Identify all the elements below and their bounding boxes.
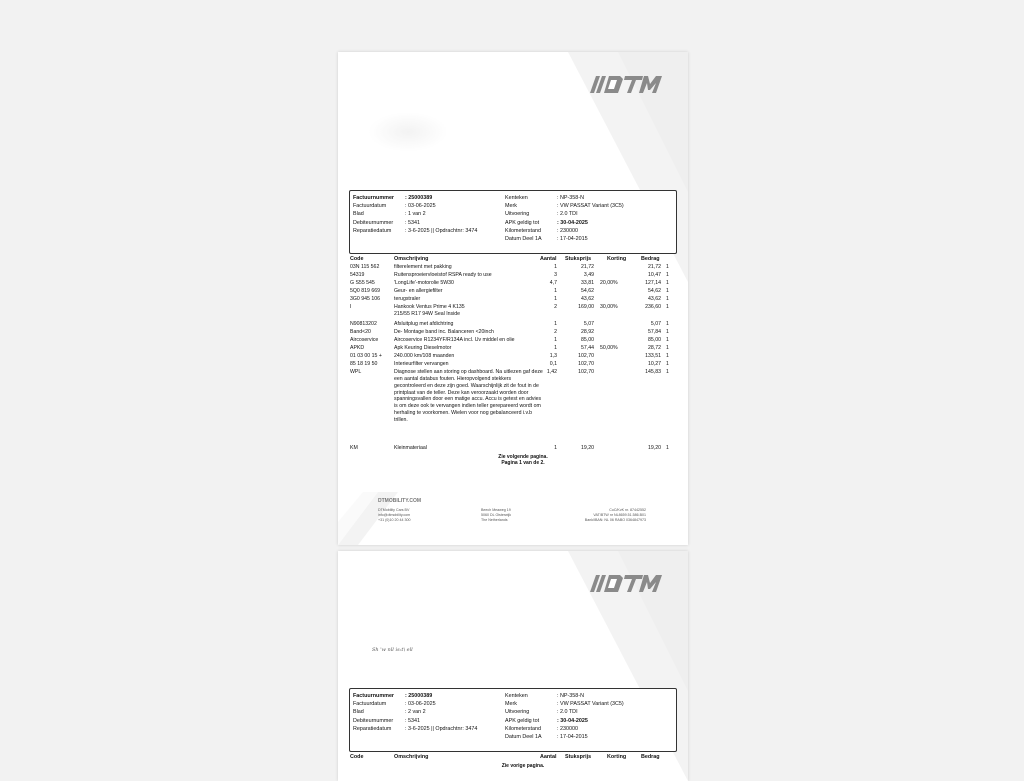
row-amount: 43,62 — [648, 296, 661, 303]
col-amount: Bedrag — [641, 256, 660, 262]
row-vat-code: 1 — [666, 280, 669, 287]
header-right-block: Kenteken : NP-358-N Merk : VW PASSAT Variant (3C5) Uitvoering : 2.0 TDI APK geldig tot : 30-04-2025 Kilometerstand : 230000 Datum Deel 1A : 17-04-2015 — [505, 195, 624, 243]
row-unit-price: 54,62 — [581, 288, 594, 295]
table-row — [350, 264, 676, 272]
col-qty: Aantal — [540, 256, 557, 262]
continued-note — [458, 454, 588, 466]
row-qty: 2 — [554, 304, 557, 311]
col-discount: Korting — [607, 754, 627, 760]
table-header — [350, 255, 676, 263]
table-row — [350, 288, 676, 296]
footer-website: DTMOBILITY.COM — [378, 498, 422, 504]
row-amount: 236,60 — [645, 304, 661, 311]
row-amount: 21,72 — [648, 264, 661, 270]
row-amount: 145,83 — [645, 369, 661, 376]
row-vat-code: 1 — [666, 444, 669, 451]
footer-company: DTMobility Cars BV info@dtmobility.com +31 (0)10 20 44 300 — [378, 508, 411, 522]
row-amount: 28,72 — [648, 344, 661, 351]
table-row — [350, 321, 676, 329]
row-qty: 1,42 — [546, 369, 557, 376]
row-code: 3G0 945 106 — [350, 296, 380, 303]
row-description: De- Montage band inc. Balanceren <20inch — [394, 328, 494, 335]
row-discount: 50,00% — [600, 344, 618, 351]
row-code: 85 18 19 50 — [350, 361, 378, 368]
row-code: APKD — [350, 344, 365, 351]
row-discount: 20,00% — [600, 280, 618, 287]
row-amount: 10,27 — [648, 361, 661, 368]
table-row — [350, 345, 676, 353]
col-unit-price: Stuksprijs — [565, 754, 592, 760]
invoice-lines — [350, 264, 676, 453]
invoice-page-2 — [338, 551, 688, 781]
footer-registry: CoC/KvK nr. 87442552 VAT/BTW nr NL8659.51.586.B01 Bank/IBAN: NL 06 RABO 0364847973 — [584, 508, 646, 522]
row-qty: 1 — [554, 264, 557, 270]
row-code: 01 03 00 15 + — [350, 353, 382, 360]
invoice-header-box — [349, 190, 677, 254]
row-amount: 10,47 — [648, 272, 661, 279]
row-qty: 1 — [554, 288, 557, 295]
row-amount: 57,84 — [648, 328, 661, 335]
row-vat-code: 1 — [666, 369, 669, 376]
row-description: 'LongLife'-motorolie 5W30 — [394, 280, 454, 287]
signature-blur — [368, 112, 448, 152]
row-qty: 1 — [554, 444, 557, 451]
row-description: 240.000 km/108 maanden — [394, 353, 455, 360]
row-code: Band<20 — [350, 328, 371, 335]
row-description: Ruitensproeiervloeistof RSPA ready to use — [394, 272, 492, 279]
row-code: Aircoservice — [350, 336, 379, 343]
row-qty: 4,7 — [549, 280, 557, 287]
table-row — [350, 272, 676, 280]
page-of: Pagina 1 van de 2. — [501, 459, 545, 466]
row-code: I — [350, 304, 352, 311]
row-qty: 1 — [554, 336, 557, 343]
row-discount: 30,00% — [600, 304, 618, 311]
row-amount: 127,14 — [645, 280, 661, 287]
table-row — [350, 304, 676, 320]
row-unit-price: 102,70 — [578, 369, 594, 376]
row-vat-code: 1 — [666, 288, 669, 295]
row-description: Hankook Ventus Prime 4 K135 215/55 R17 94W Seal Inside — [394, 304, 465, 318]
row-description: Interieurfilter vervangen — [394, 361, 449, 368]
row-vat-code: 1 — [666, 344, 669, 351]
row-code: G S55 545 — [350, 280, 375, 287]
table-row — [350, 280, 676, 288]
row-description: Afsluitplug met afdichtring — [394, 320, 454, 327]
row-amount: 54,62 — [648, 288, 661, 295]
col-description: Omschrijving — [394, 256, 429, 262]
row-description: Kleinmateriaal — [394, 444, 427, 451]
header-left-block: Factuurnummer : 25000389 Factuurdatum : 03-06-2025 Blad : 1 van 2 Debiteurnummer : 5341 Reparatiedatum : 3-6-2025 || Opdrachtnr: 3474 — [353, 195, 478, 234]
row-vat-code: 1 — [666, 320, 669, 327]
table-row — [350, 445, 676, 453]
row-unit-price: 57,44 — [581, 344, 594, 351]
row-code: WPL — [350, 369, 362, 376]
row-unit-price: 21,72 — [581, 264, 594, 270]
row-vat-code: 1 — [666, 353, 669, 360]
row-unit-price: 169,00 — [578, 304, 594, 311]
row-qty: 1 — [554, 296, 557, 303]
row-amount: 19,20 — [648, 444, 661, 451]
dtm-logo-icon — [590, 76, 670, 94]
col-qty: Aantal — [540, 754, 557, 760]
invoice-header-box — [349, 688, 677, 752]
row-amount: 5,07 — [650, 320, 661, 327]
table-row — [350, 337, 676, 345]
row-code: N90813202 — [350, 320, 377, 327]
row-code: 03N 115 562 — [350, 264, 380, 270]
row-unit-price: 102,70 — [578, 361, 594, 368]
table-row — [350, 369, 676, 444]
table-row — [350, 329, 676, 337]
invoice-page-1 — [338, 52, 688, 545]
row-qty: 1 — [554, 320, 557, 327]
row-code: KM — [350, 444, 358, 451]
row-unit-price: 28,92 — [581, 328, 594, 335]
table-row — [350, 361, 676, 369]
row-unit-price: 19,20 — [581, 444, 594, 451]
header-right-block: Kenteken : NP-358-N Merk : VW PASSAT Variant (3C5) Uitvoering : 2.0 TDI APK geldig tot : 30-04-2025 Kilometerstand : 230000 Datum Deel 1A : 17-04-2015 — [505, 693, 624, 741]
row-description: terugstraler — [394, 296, 421, 303]
continued-next: Zie volgende pagina. — [498, 453, 548, 460]
row-unit-price: 43,62 — [581, 296, 594, 303]
row-description: Aircoservice R1234YF/R134A incl. Uv middel en olie — [394, 336, 515, 343]
row-qty: 1,3 — [549, 353, 557, 360]
col-description: Omschrijving — [394, 754, 429, 760]
row-qty: 2 — [554, 328, 557, 335]
row-vat-code: 1 — [666, 361, 669, 368]
row-vat-code: 1 — [666, 264, 669, 270]
row-unit-price: 102,70 — [578, 353, 594, 360]
row-description: Apk Keuring Dieselmotor — [394, 344, 452, 351]
footer-address: Beech Meaweg 19 5060 DL Oisterwijk The Netherlands — [481, 508, 512, 522]
row-vat-code: 1 — [666, 336, 669, 343]
row-vat-code: 1 — [666, 328, 669, 335]
row-vat-code: 1 — [666, 296, 669, 303]
row-amount: 133,51 — [645, 353, 661, 360]
row-unit-price: 33,81 — [581, 280, 594, 287]
row-unit-price: 3,49 — [583, 272, 594, 279]
row-qty: 1 — [554, 344, 557, 351]
row-code: 54319 — [350, 272, 365, 279]
col-unit-price: Stuksprijs — [565, 256, 592, 262]
row-qty: 0,1 — [549, 361, 557, 368]
row-vat-code: 1 — [666, 304, 669, 311]
dtm-logo-icon — [590, 575, 670, 593]
table-header — [350, 753, 676, 761]
header-left-block: Factuurnummer : 25000389 Factuurdatum : 03-06-2025 Blad : 2 van 2 Debiteurnummer : 5341 Reparatiedatum : 3-6-2025 || Opdrachtnr: 3474 — [353, 693, 478, 732]
row-amount: 85,00 — [648, 336, 661, 343]
row-description: Geur- en allergiefilter — [394, 288, 443, 295]
row-unit-price: 85,00 — [581, 336, 594, 343]
row-description: Diagnose stellen aan storing op dashboard. Na uitlezen gaf deze een aantal databus fouten. Hieropvolgend stekkers gecontroleerd en deze zijn goed. Waarschijnlijk zit de fout in de printplaat van de teller. Deze kan veroorzaakt worden door spanningsvallen door een matige accu. Accu is getest en advies is om deze ook te vervangen indien teller gerepareerd wordt om herhaling te voorkomen. Wielen voor nog gebalanceerd i.v.b trillen. — [394, 369, 543, 423]
row-unit-price: 5,07 — [583, 320, 594, 327]
col-amount: Bedrag — [641, 754, 660, 760]
row-description: filterelement met pakking — [394, 264, 452, 270]
signature-scribble: Sh 'w nll is:t\ ell — [372, 647, 413, 653]
row-vat-code: 1 — [666, 272, 669, 279]
table-row — [350, 296, 676, 304]
col-code: Code — [350, 754, 364, 760]
col-discount: Korting — [607, 256, 627, 262]
continued-prev: Zie vorige pagina. — [501, 763, 545, 769]
col-code: Code — [350, 256, 364, 262]
row-qty: 3 — [554, 272, 557, 279]
table-row — [350, 353, 676, 361]
row-code: 5Q0 819 669 — [350, 288, 380, 295]
